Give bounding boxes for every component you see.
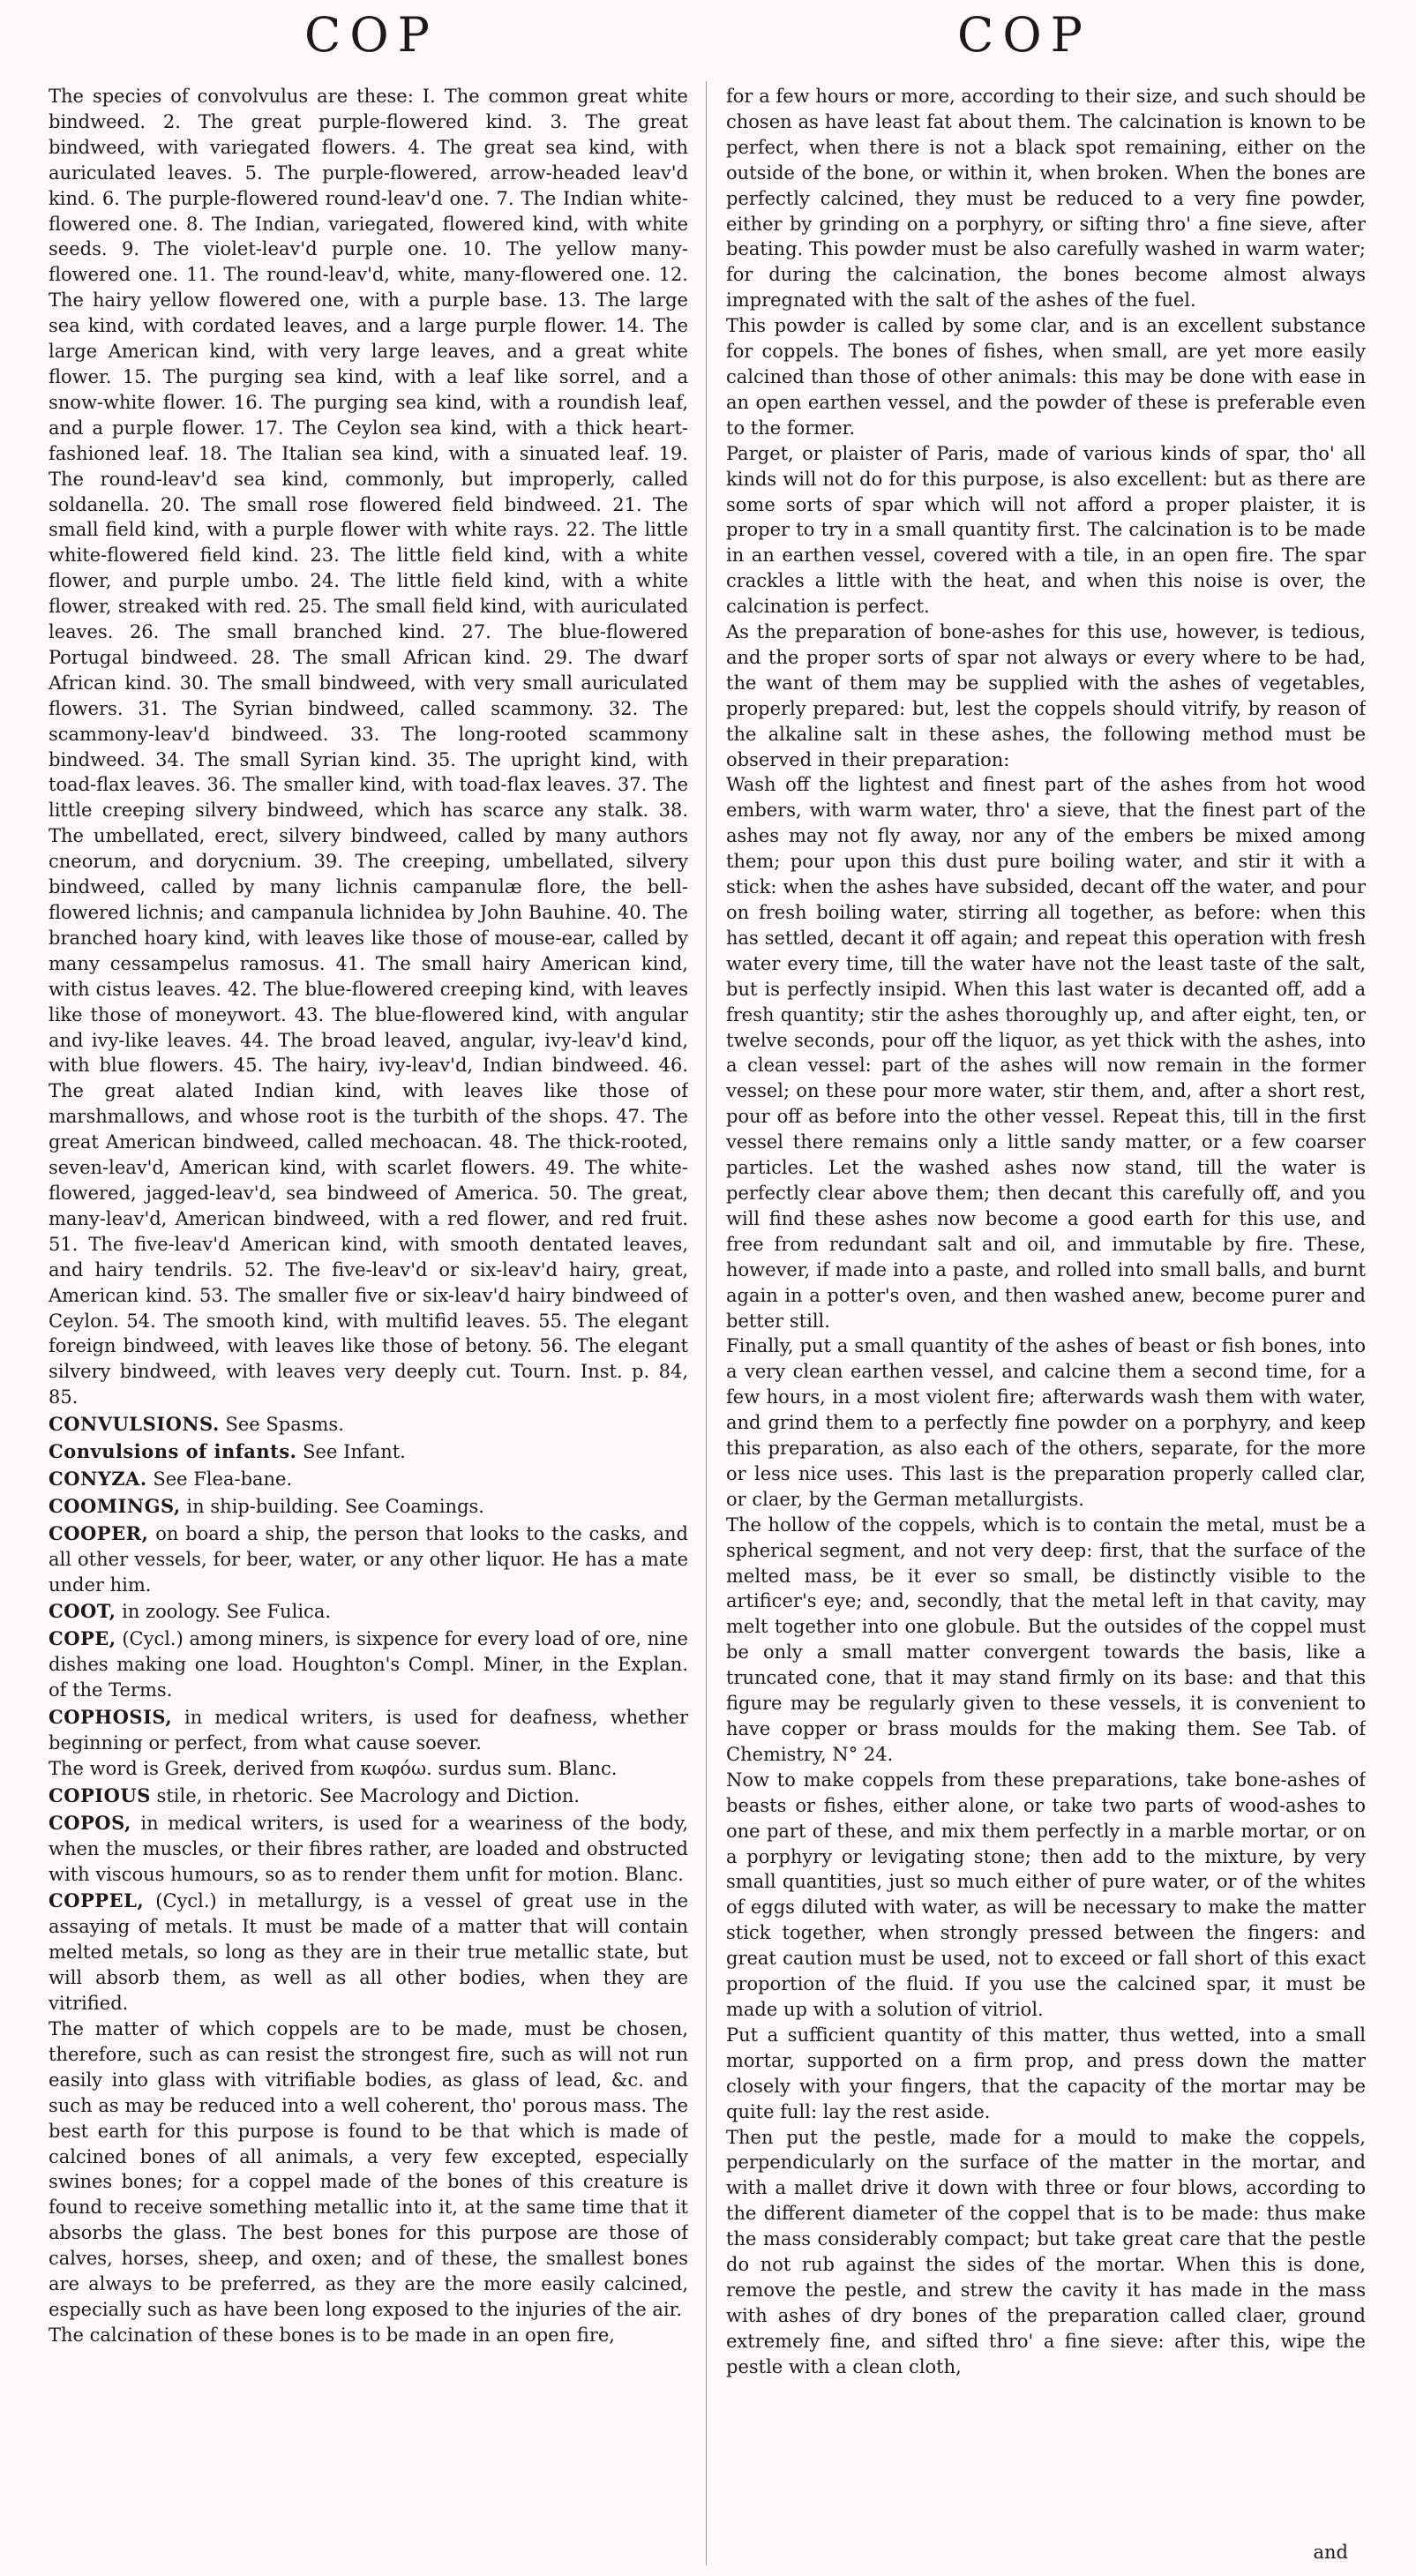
paragraph: The word is Greek, derived from κωφόω. surdus sum. Blanc. <box>49 1757 618 1779</box>
dictionary-entry <box>49 1494 688 1520</box>
running-head-left: COP <box>304 7 438 63</box>
entry-text: See Flea-bane. <box>146 1468 293 1490</box>
entry-headword: COOT, <box>49 1600 116 1623</box>
entry-headword: Convulsions of infants. <box>49 1440 297 1463</box>
paragraph: The calcination of these bones is to be made in an open fire, <box>49 2324 615 2346</box>
dictionary-entry <box>49 1784 688 1809</box>
entry-text: in ship-building. See Coamings. <box>180 1495 484 1517</box>
entry-headword: COPIOUS <box>49 1784 151 1806</box>
paragraph: The hollow of the coppels, which is to contain the metal, must be a spherical segment, and not very deep: first, that the surface of the melted mass, be it ever so small, be distinctly visible to the artificer's eye; and, secondly, that the metal left in that cavity, may melt together into one globule. But the outsides of the coppel must be only a small matter convergent towards the basis, like a truncated cone, that it may stand firmly on its base: and that this figure may be regularly given to these vessels, it is convenient to have copper or brass moulds for the making them. See Tab. of Chemistry, N° 24. <box>726 1513 1366 1765</box>
entry-headword: COOMINGS, <box>49 1494 181 1517</box>
entry-headword: COPOS, <box>49 1811 131 1834</box>
paragraph: Finally, put a small quantity of the ashes of beast or fish bones, into a very clean earthen vessel, and calcine them a second time, for a few hours, in a most violent fire; afterwards wash them with water, and grind them to a perfectly fine powder on a porphyry, and keep this preparation, as also each of the others, separate, for the more or less nice uses. This last is the preparation properly called clar, or claer, by the German metallurgists. <box>726 1335 1366 1510</box>
left-column <box>49 84 688 2568</box>
paragraph: The matter of which coppels are to be made, must be chosen, therefore, such as can resist the strongest fire, such as will not run easily into glass with vitrifiable bodies, as glass of lead, &c. and such as may be reduced into a well coherent, tho' porous mass. The best earth for this purpose is found to be that which is made of calcined bones of all animals, a very few excepted, especially swines bones; for a coppel made of the bones of this creature is found to receive something metallic into it, at the same time that it absorbs the glass. The best bones for this purpose are those of calves, horses, sheep, and oxen; and of these, the smallest bones are always to be preferred, as they are the more easily calcined, especially such as have been long exposed to the injuries of the air. <box>49 2017 688 2320</box>
dictionary-entry <box>49 1599 688 1625</box>
dictionary-entry <box>49 1626 688 1703</box>
page-header <box>0 7 1416 69</box>
right-column <box>726 84 1366 2568</box>
entry-text: (Cycl.) among miners, is sixpence for every load of ore, nine dishes making one load. Houghton's Compl. Miner, in the Explan. of the Terms. <box>49 1628 688 1701</box>
running-head-right: COP <box>957 7 1091 63</box>
dictionary-entry <box>49 1889 688 2016</box>
column-divider <box>706 81 707 2565</box>
dictionary-entry <box>49 1467 688 1492</box>
entry-headword: CONVULSIONS. <box>49 1413 220 1436</box>
dictionary-entry <box>49 1811 688 1888</box>
paragraph: Parget, or plaister of Paris, made of various kinds of spar, tho' all kinds will not do for this purpose, is also excellent: but as there are some sorts of spar which will not afford a proper plaister, it is proper to try in a small quantity first. The calcination is to be made in an earthen vessel, covered with a tile, in an open fire. The spar crackles a little with the heat, and when this noise is over, the calcination is perfect. <box>726 442 1366 618</box>
paragraph: for a few hours or more, according to their size, and such should be chosen as have least fat about them. The calcination is known to be perfect, when there is not a black spot remaining, either on the outside of the bone, or within it, when broken. When the bones are perfectly calcined, they must be reduced to a very fine powder, either by grinding on a porphyry, or sifting thro' a fine sieve, after beating. This powder must be also carefully washed in warm water; for during the calcination, the bones become almost always impregnated with the salt of the ashes of the fuel. <box>726 86 1366 312</box>
dictionary-entry <box>49 1412 688 1438</box>
entry-text: on board a ship, the person that looks to the casks, and all other vessels, for beer, water, or any other liquor. He has a mate under him. <box>49 1522 688 1596</box>
entry-text: See Infant. <box>296 1441 406 1463</box>
entry-text: in zoology. See Fulica. <box>116 1601 332 1623</box>
entry-headword: CONYZA. <box>49 1467 147 1490</box>
paragraph: This powder is called by some clar, and is an excellent substance for coppels. The bones of fishes, when small, are yet more easily calcined than those of other animals: this may be done with ease in an open earthen vessel, and the powder of these is preferable even to the former. <box>726 315 1366 439</box>
entry-text: in medical writers, is used for a weariness of the body, when the muscles, or their fibres rather, are loaded and obstructed with viscous humours, so as to render them unfit for motion. Blanc. <box>49 1812 688 1885</box>
dictionary-entry <box>49 1705 688 1756</box>
paragraph: Now to make coppels from these preparations, take bone-ashes of beasts or fishes, either alone, or take two parts of wood-ashes to one part of these, and mix them perfectly in a marble mortar, or on a porphyry or levigating stone; then add to the mixture, by very small quantities, just so much either of pure water, or of the whites of eggs diluted with water, as will be necessary to make the matter stick together, when strongly pressed between the fingers: and great caution must be used, not to exceed or fall short of this exact proportion of the fluid. If you use the calcined spar, it must be made up with a solution of vitriol. <box>726 1769 1366 2020</box>
dictionary-entry <box>49 1439 688 1465</box>
paragraph: As the preparation of bone-ashes for this use, however, is tedious, and the proper sorts of spar not always or every where to be had, the want of them may be supplied with the ashes of vegetables, properly prepared: but, lest the coppels should vitrify, by reason of the alkaline salt in these ashes, the following method must be observed in their preparation: <box>726 621 1366 770</box>
entry-headword: COPHOSIS, <box>49 1706 173 1729</box>
catchword: and <box>1313 2542 1348 2563</box>
paragraph: Then put the pestle, made for a mould to make the coppels, perpendicularly on the surface of the matter in the mortar, and with a mallet drive it down with three or four blows, according to the different diameter of the coppel that is to be made: thus make the mass considerably compact; but take great care that the pestle do not rub against the sides of the mortar. When this is done, remove the pestle, and strew the cavity it has made in the mass with ashes of dry bones of the preparation called claer, ground extremely fine, and sifted thro' a fine sieve: after this, wipe the pestle with a clean cloth, <box>726 2126 1366 2377</box>
paragraph: Wash off the lightest and finest part of the ashes from hot wood embers, with warm water, thro' a sieve, that the finest part of the ashes may not fly away, nor any of the embers be mixed among them; pour upon this dust pure boiling water, and stir it with a stick: when the ashes have subsided, decant off the water, and pour on fresh boiling water, stirring all together, as before: when this has settled, decant it off again; and repeat this operation with fresh water every time, till the water have not the least taste of the salt, but is perfectly insipid. When this last water is decanted off, add a fresh quantity; stir the ashes thoroughly up, and after eight, ten, or twelve seconds, pour off the liquor, as yet thick with the ashes, into a clean vessel: part of the ashes will now remain in the former vessel; on these pour more water, stir them, and, after a short rest, pour off as before into the other vessel. Repeat this, till in the first vessel there remains only a little sandy matter, or a few coarser particles. Let the washed ashes now stand, till the water is perfectly clear above them; then decant this carefully off, and you will find these ashes now become a good earth for this use, and free from redundant salt and oil, and immutable by fire. These, however, if made into a paste, and rolled into small balls, and burnt again in a potter's oven, and then washed anew, become purer and better still. <box>726 774 1366 1332</box>
entry-headword: COOPER, <box>49 1521 149 1544</box>
entry-text: (Cycl.) in metallurgy, is a vessel of great use in the assaying of metals. It must be made of a matter that will contain melted metals, so long as they are in their true metallic state, but will absorb them, as well as all other bodies, when they are vitrified. <box>49 1890 688 2015</box>
paragraph: The species of convolvulus are these: I. The common great white bindweed. 2. The great purple-flowered kind. 3. The great bindweed, with variegated flowers. 4. The great sea kind, with auriculated leaves. 5. The purple-flowered, arrow-headed leav'd kind. 6. The purple-flowered round-leav'd one. 7. The Indian white-flowered one. 8. The Indian, variegated, flowered kind, with white seeds. 9. The violet-leav'd purple one. 10. The yellow many-flowered one. 11. The round-leav'd, white, many-flowered one. 12. The hairy yellow flowered one, with a purple base. 13. The large sea kind, with cordated leaves, and a large purple flower. 14. The large American kind, with very large leaves, and a great white flower. 15. The purging sea kind, with a leaf like sorrel, and a snow-white flower. 16. The purging sea kind, with a roundish leaf, and a purple flower. 17. The Ceylon sea kind, with a thick heart-fashioned leaf. 18. The Italian sea kind, with a sinuated leaf. 19. The round-leav'd sea kind, commonly, but improperly, called soldanella. 20. The small rose flowered field bindweed. 21. The small field kind, with a purple flower with white rays. 22. The little white-flowered field kind. 23. The little field kind, with a white flower, and purple umbo. 24. The little field kind, with a white flower, streaked with red. 25. The small field kind, with auriculated leaves. 26. The small branched kind. 27. The blue-flowered Portugal bindweed. 28. The small African kind. 29. The dwarf African kind. 30. The small bindweed, with very small auriculated flowers. 31. The Syrian bindweed, called scammony. 32. The scammony-leav'd bindweed. 33. The long-rooted scammony bindweed. 34. The small Syrian kind. 35. The upright kind, with toad-flax leaves. 36. The smaller kind, with toad-flax leaves. 37. The little creeping silvery bindweed, which has scarce any stalk. 38. The umbellated, erect, silvery bindweed, called by many authors cneorum, and dorycnium. 39. The creeping, umbellated, silvery bindweed, called by many lichnis campanulæ flore, the bell-flowered lichnis; and campanula lichnidea by John Bauhine. 40. The branched hoary kind, with leaves like those of mouse-ear, called by many cessampelus ramosus. 41. The small hairy American kind, with cistus leaves. 42. The blue-flowered creeping kind, with leaves like those of moneywort. 43. The blue-flowered kind, with angular and ivy-like leaves. 44. The broad leaved, angular, ivy-leav'd kind, with blue flowers. 45. The hairy, ivy-leav'd, Indian bindweed. 46. The great alated Indian kind, with leaves like those of marshmallows, and whose root is the turbith of the shops. 47. The great American bindweed, called mechoacan. 48. The thick-rooted, seven-leav'd, American kind, with scarlet flowers. 49. The white-flowered, jagged-leav'd, sea bindweed of America. 50. The great, many-leav'd, American bindweed, with a red flower, and red fruit. 51. The five-leav'd American kind, with smooth dentated leaves, and hairy tendrils. 52. The five-leav'd or six-leav'd hairy, great, American kind. 53. The smaller five or six-leav'd hairy bindweed of Ceylon. 54. The smooth kind, with multifid leaves. 55. The elegant foreign bindweed, with leaves like those of betony. 56. The elegant silvery bindweed, with leaves very deeply cut. Tourn. Inst. p. 84, 85. <box>49 86 688 1408</box>
entry-headword: COPPEL, <box>49 1889 145 1912</box>
entry-headword: COPE, <box>49 1627 116 1650</box>
paragraph: Put a sufficient quantity of this matter, thus wetted, into a small mortar, supported on a firm prop, and press down the matter closely with your fingers, that the capacity of the mortar may be quite full: lay the rest aside. <box>726 2024 1366 2122</box>
entry-text: See Spasms. <box>219 1414 344 1436</box>
entry-text: in medical writers, is used for deafness, whether beginning or perfect, from what cause soever. <box>49 1707 688 1754</box>
entry-text: stile, in rhetoric. See Macrology and Diction. <box>150 1784 581 1806</box>
dictionary-entry <box>49 1521 688 1598</box>
